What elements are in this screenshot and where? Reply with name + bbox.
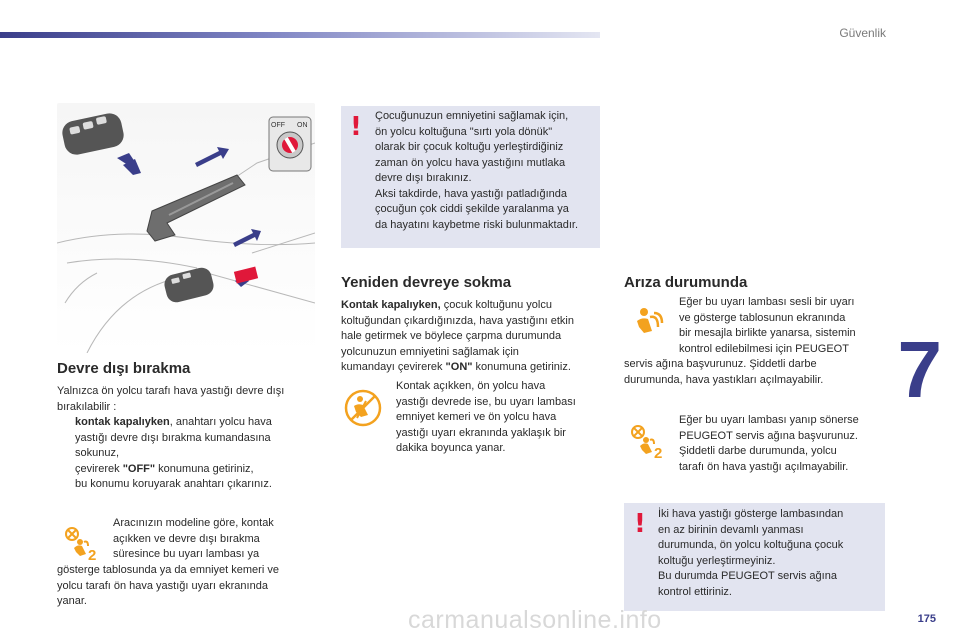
list-item: kontak kapalıyken, anahtarı yolcu hava yastığı devre dışı bırakma kumandasına sokunuz, xyxy=(75,416,272,459)
malfunction-note-2: Eğer bu uyarı lambası yanıp sönerse PEUGEOT servis ağına başvurunuz. Şiddetli darbe durumunda, yolcu tarafı ön hava yastığı açılmayabilir. xyxy=(679,414,859,473)
airbag-switch xyxy=(269,117,311,171)
key-fob-bottom xyxy=(162,266,215,305)
key-fob-top xyxy=(60,111,126,157)
airbag-off-lamp-blinking-icon xyxy=(630,424,668,460)
list-item: çevirerek "OFF" konumuna getiriniz, xyxy=(75,462,254,475)
warning-exclamation-icon: ! xyxy=(350,112,362,142)
switch-off-label: OFF xyxy=(271,122,285,129)
svg-text:2: 2 xyxy=(654,445,663,460)
warning-box-lamp-fault: ! İki hava yastığı gösterge lambasından en az birinin devamlı yanması durumunda, ön yolcu koltuğuna çocuk koltuğu yerleştirmeyiniz. Bu durumda PEUGEOT servis ağına kontrol ettiriniz. xyxy=(624,503,885,611)
deactivation-text: Yalnızca ön yolcu tarafı hava yastığı devre dışı bırakılabilir : kontak kapalıyken, anahtarı yolcu hava yastığı devre dışı bırakma kumandasına sokunuz, çevirerek "OFF" konumuna getiriniz, bu konumu koruyarak anahtarı çıkarınız. xyxy=(57,384,322,493)
key-blade xyxy=(147,175,245,241)
section-label: Güvenlik xyxy=(839,26,886,40)
page-number: 175 xyxy=(917,613,936,625)
heading-reactivation: Yeniden devreye sokma xyxy=(341,274,512,291)
airbag-switch-illustration xyxy=(57,103,315,353)
header-bar xyxy=(0,32,600,38)
malfunction-note-1: Eğer bu uyarı lambası sesli bir uyarı ve gösterge tablosunun ekranında bir mesajla birlikte yanarsa, sistemin kontrol edilebilmesi için PEUGEOT xyxy=(679,296,856,355)
svg-text:2: 2 xyxy=(88,547,97,562)
deactivation-lamp-note: Aracınızın modeline göre, kontak açıkken ve devre dışı bırakma süresince bu uyarı lambası ya xyxy=(113,517,274,560)
deactivation-steps xyxy=(57,415,322,493)
heading-deactivation: Devre dışı bırakma xyxy=(57,360,191,377)
warning-exclamation-icon: ! xyxy=(634,509,646,539)
warning-box-child-seat: ! Çocuğunuzun emniyetini sağlamak için, ön yolcu koltuğuna "sırtı yola dönük" olarak bir çocuk koltuğu yerleştirdiğiniz zaman ön yolcu hava yastığını mutlaka devre dışı bırakınız. Aksi takdirde, hava yastığı patladığında çocuğun çok ciddi şekilde yaralanma ya da hayatını kaybetme riski bulunmaktadır. xyxy=(341,106,600,248)
key-switch-drawing xyxy=(57,103,315,353)
seatbelt-airbag-lamp-icon xyxy=(343,388,383,428)
chapter-number: 7 xyxy=(897,325,942,414)
heading-malfunction: Arıza durumunda xyxy=(624,274,748,291)
list-item: bu konumu koruyarak anahtarı çıkarınız. xyxy=(75,478,272,490)
malfunction-note-1-cont: servis ağına başvurunuz. Şiddetli darbe durumunda, hava yastıkları açılmayabilir. xyxy=(624,358,824,386)
airbag-fault-lamp-icon xyxy=(632,305,666,339)
airbag-off-lamp-icon xyxy=(64,526,102,562)
reactivation-lamp-note: Kontak açıkken, ön yolcu hava yastığı devrede ise, bu uyarı lambası emniyet kemeri ve ön yolcu hava yastığı uyarı ekranında yaklaşık bir dakika boyunca yanar. xyxy=(396,380,576,454)
reactivation-text: Kontak kapalıyken, çocuk koltuğunu yolcu koltuğundan çıkardığınızda, hava yastığını etkin hale getirmek ve böylece çarpma durumunda yolcunuzun emniyetini sağlamak için kumandayı çevirerek "ON" konumuna getiriniz. xyxy=(341,299,574,373)
deactivation-lamp-note-cont: gösterge tablosunda ya da emniyet kemeri ve yolcu tarafı ön hava yastığı uyarı ekranında yanar. xyxy=(57,564,279,607)
switch-on-label: ON xyxy=(297,122,308,129)
watermark: carmanualsonline.info xyxy=(408,606,662,634)
